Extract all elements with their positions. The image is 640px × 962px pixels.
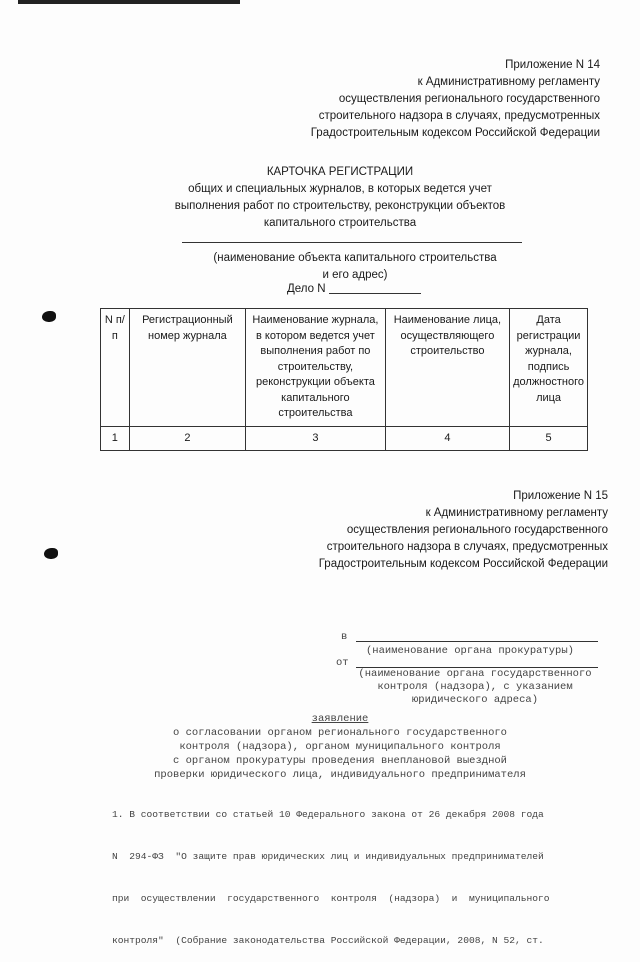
caption-line: (наименование объекта капитального строительства — [213, 252, 497, 264]
body-line: 1. В соответствии со статьей 10 Федерального закона от 26 декабря 2008 года — [112, 809, 544, 820]
registration-table — [100, 308, 588, 451]
header-line: строительного надзора в случаях, предусмотренных — [318, 110, 600, 122]
application-subtitle: проверки юридического лица, индивидуального предпринимателя — [154, 769, 526, 781]
caption-line: (наименование органа государственного — [358, 668, 592, 680]
card-heading-block — [170, 164, 510, 232]
card-subheading: капитального строительства — [263, 217, 417, 229]
body-line: N 294-ФЗ "О защите прав юридических лиц и индивидуальных предпринимателей — [112, 851, 544, 862]
appendix-title: Приложение N 14 — [505, 59, 600, 71]
punch-hole-mark — [44, 548, 58, 559]
table-cell: 3 — [246, 426, 386, 451]
header-cell: Наименование лица, осуществляющего строительство — [385, 309, 509, 427]
appendix-14-header — [180, 57, 600, 142]
application-block — [140, 712, 540, 782]
appendix-title: Приложение N 15 — [513, 490, 608, 502]
table-cell: 2 — [129, 426, 246, 451]
header-cell: N п/п — [101, 309, 130, 427]
case-label: Дело N — [287, 283, 326, 295]
header-line: строительного надзора в случаях, предусмотренных — [326, 541, 608, 553]
appendix-15-header — [188, 488, 608, 573]
application-body — [112, 780, 612, 962]
header-line: осуществления регионального государственного — [346, 524, 608, 536]
application-subtitle: о согласовании органом регионального государственного — [173, 727, 507, 739]
application-title: заявление — [311, 713, 369, 725]
header-line: Градостроительным кодексом Российской Федерации — [310, 127, 600, 139]
header-line: Градостроительным кодексом Российской Федерации — [318, 558, 608, 570]
body-line: при осуществлении государственного контроля (надзора) и муниципального — [112, 893, 550, 904]
object-name-line — [182, 242, 522, 243]
to-line — [356, 641, 598, 642]
from-caption — [350, 668, 600, 707]
header-line: к Административному регламенту — [425, 507, 608, 519]
from-prefix: от — [336, 657, 349, 669]
application-subtitle: с органом прокуратуры проведения внеплановой выездной — [173, 755, 507, 767]
body-line: контроля" (Собрание законодательства Российской Федерации, 2008, N 52, ст. — [112, 935, 544, 946]
case-number-field — [287, 283, 421, 295]
caption-line: контроля (надзора), с указанием — [377, 681, 573, 693]
caption-line: юридического адреса) — [411, 694, 539, 706]
header-cell: Дата регистрации журнала, подпись должностного лица — [510, 309, 588, 427]
object-caption — [190, 250, 520, 284]
application-subtitle: контроля (надзора), органом муниципального контроля — [179, 741, 501, 753]
table-cell: 5 — [510, 426, 588, 451]
table-cell: 4 — [385, 426, 509, 451]
header-line: осуществления регионального государственного — [338, 93, 600, 105]
scan-edge-bar — [18, 0, 240, 4]
header-cell: Наименование журнала, в котором ведется учет выполнения работ по строительству, реконструкции объекта капитального строительства — [246, 309, 386, 427]
punch-hole-mark — [42, 311, 56, 322]
to-prefix: в — [341, 631, 348, 643]
table-header-row — [101, 309, 588, 427]
to-caption: (наименование органа прокуратуры) — [366, 645, 574, 657]
card-subheading: выполнения работ по строительству, реконструкции объектов — [174, 200, 506, 212]
caption-line: и его адрес) — [322, 269, 388, 281]
table-cell: 1 — [101, 426, 130, 451]
case-number-line — [329, 293, 421, 294]
table-row — [101, 426, 588, 451]
card-heading: КАРТОЧКА РЕГИСТРАЦИИ — [266, 166, 414, 178]
header-cell: Регистрационный номер журнала — [129, 309, 246, 427]
card-subheading: общих и специальных журналов, в которых ведется учет — [188, 183, 492, 195]
header-line: к Административному регламенту — [417, 76, 600, 88]
